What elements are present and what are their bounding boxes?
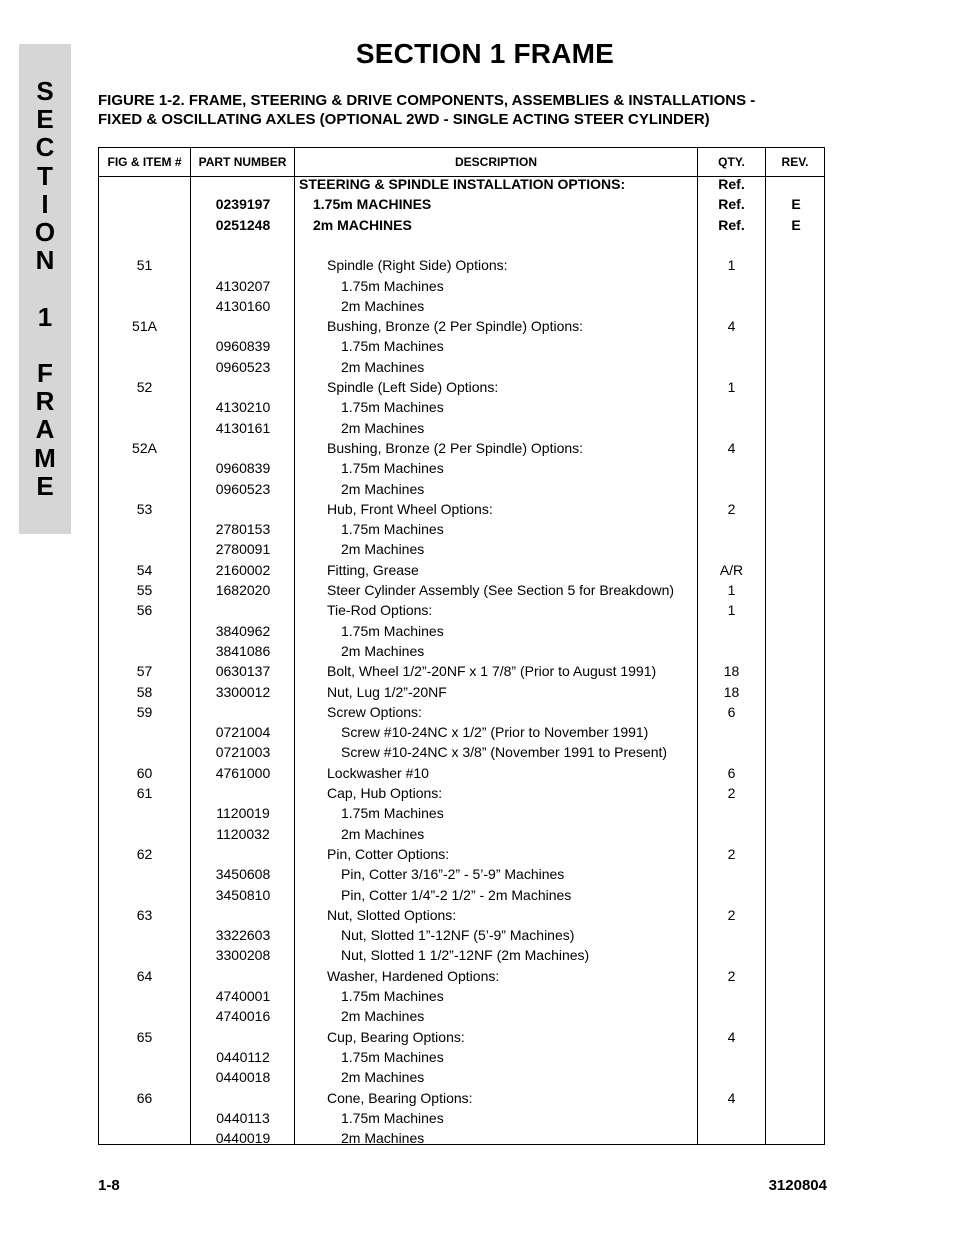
description-cell: Bushing, Bronze (2 Per Spindle) Options:: [327, 318, 584, 335]
table-row: [99, 377, 824, 397]
table-row: [99, 174, 824, 194]
description-cell: 2m Machines: [341, 642, 425, 659]
table-row: [99, 1108, 824, 1128]
fig-item-cell: 64: [136, 967, 153, 984]
fig-item-cell: 58: [136, 683, 153, 700]
table-row: [99, 397, 824, 417]
description-cell: 1.75m MACHINES: [313, 196, 432, 213]
table-row: [99, 1027, 824, 1047]
description-cell: 1.75m Machines: [341, 805, 444, 822]
table-row: [99, 296, 824, 316]
table-row: [99, 418, 824, 438]
fig-item-cell: 63: [136, 906, 153, 923]
description-cell: Bolt, Wheel 1/2”-20NF x 1 7/8” (Prior to August 1991): [327, 663, 657, 680]
fig-item-cell: 52A: [132, 439, 157, 456]
description-cell: 1.75m Machines: [341, 399, 444, 416]
part-number-cell: 0960839: [215, 338, 271, 355]
qty-cell: 1: [727, 257, 736, 274]
part-number-cell: 0440019: [215, 1130, 271, 1147]
part-number-cell: 4740001: [215, 988, 271, 1004]
part-number-cell: 2160002: [215, 561, 271, 578]
table-row: [99, 255, 824, 275]
description-cell: Screw #10-24NC x 3/8” (November 1991 to Present): [341, 744, 668, 761]
parts-table: [98, 147, 825, 1145]
fig-item-cell: 62: [136, 845, 153, 862]
fig-item-cell: 61: [136, 785, 153, 801]
qty-cell: 4: [727, 1089, 736, 1106]
fig-item-cell: 51A: [132, 318, 157, 335]
qty-cell: 1: [727, 582, 736, 598]
table-row: [99, 661, 824, 681]
table-row: [99, 560, 824, 580]
fig-item-cell: 56: [136, 602, 153, 619]
description-cell: Spindle (Right Side) Options:: [327, 257, 508, 274]
side-tab-letter: 1: [37, 301, 53, 332]
description-cell: 2m Machines: [341, 419, 425, 436]
description-cell: 1.75m Machines: [341, 338, 444, 355]
description-cell: Nut, Slotted Options:: [327, 906, 457, 923]
qty-cell: 2: [727, 906, 736, 923]
fig-item-cell: 52: [136, 379, 153, 395]
part-number-cell: 3841086: [215, 642, 271, 659]
fig-item-cell: 54: [136, 561, 153, 578]
table-row: [99, 458, 824, 478]
qty-cell: 4: [727, 318, 736, 335]
table-row: [99, 600, 824, 620]
header-qty: QTY.: [718, 155, 745, 169]
table-row: [99, 844, 824, 864]
description-cell: 2m Machines: [341, 541, 425, 558]
figure-caption-line-2: FIXED & OSCILLATING AXLES (OPTIONAL 2WD - SINGLE ACTING STEER CYLINDER): [98, 111, 710, 128]
header-description: DESCRIPTION: [454, 155, 537, 169]
description-cell: Pin, Cotter Options:: [327, 845, 450, 862]
part-number-cell: 0239197: [215, 196, 271, 213]
part-number-cell: 4740016: [215, 1008, 271, 1025]
header-part-number: PART NUMBER: [198, 155, 287, 169]
description-cell: Cap, Hub Options:: [327, 785, 443, 801]
table-row: [99, 499, 824, 519]
part-number-cell: 0960523: [215, 358, 271, 375]
qty-cell: 4: [727, 1028, 736, 1045]
figure-caption-line-1: FIGURE 1-2. FRAME, STEERING & DRIVE COMPONENTS, ASSEMBLIES & INSTALLATIONS -: [98, 92, 756, 109]
description-cell: 2m Machines: [341, 1069, 425, 1086]
side-tab-letter: E: [36, 470, 54, 501]
qty-cell: 2: [727, 845, 736, 862]
qty-cell: 18: [723, 663, 740, 680]
description-cell: 1.75m Machines: [341, 988, 444, 1004]
description-cell: 1.75m Machines: [341, 521, 444, 538]
side-tab-letter: S: [36, 76, 54, 106]
table-row: [99, 539, 824, 559]
table-row: [99, 682, 824, 702]
description-cell: 2m Machines: [341, 297, 425, 314]
section-side-tab: [19, 44, 71, 534]
figure-caption: [98, 91, 838, 129]
table-row: [99, 479, 824, 499]
fig-item-cell: 59: [136, 703, 153, 720]
description-cell: 2m Machines: [341, 1130, 425, 1147]
description-cell: Nut, Slotted 1”-12NF (5’-9” Machines): [341, 927, 575, 944]
description-cell: 2m Machines: [341, 358, 425, 375]
description-cell: 2m Machines: [341, 480, 425, 497]
table-row: [99, 1047, 824, 1067]
fig-item-cell: 60: [136, 764, 153, 781]
table-row: [99, 336, 824, 356]
side-tab-letter: M: [34, 442, 56, 473]
table-row: [99, 1067, 824, 1087]
description-cell: Spindle (Left Side) Options:: [327, 379, 499, 395]
fig-item-cell: 51: [136, 257, 153, 274]
table-row: [99, 925, 824, 945]
description-cell: Nut, Slotted 1 1/2”-12NF (2m Machines): [341, 947, 590, 964]
table-row: [99, 702, 824, 722]
part-number-cell: 3450608: [215, 866, 271, 883]
qty-cell: 4: [727, 439, 736, 456]
side-tab-letter: E: [36, 104, 54, 135]
table-row: [99, 357, 824, 377]
description-cell: Hub, Front Wheel Options:: [327, 500, 493, 517]
table-row: [99, 438, 824, 458]
part-number-cell: 0721003: [215, 744, 271, 761]
fig-item-cell: 66: [136, 1089, 153, 1106]
table-row: [99, 885, 824, 905]
side-tab-letter: N: [35, 245, 55, 276]
description-cell: Steer Cylinder Assembly (See Section 5 for Breakdown): [327, 582, 675, 598]
fig-item-cell: 57: [136, 663, 153, 680]
table-row: [99, 641, 824, 661]
part-number-cell: 2780153: [215, 521, 271, 538]
description-cell: Lockwasher #10: [327, 764, 429, 781]
header-rev: REV.: [781, 155, 809, 169]
qty-cell: 6: [727, 764, 736, 781]
part-number-cell: 3840962: [215, 622, 271, 639]
table-row: [99, 194, 824, 214]
description-cell: 1.75m Machines: [341, 277, 444, 294]
description-cell: 2m MACHINES: [313, 216, 412, 233]
qty-cell: 1: [727, 602, 736, 619]
page-title: SECTION 1 FRAME: [355, 38, 615, 69]
side-tab-letter: O: [34, 217, 56, 247]
table-row: [99, 722, 824, 742]
qty-cell: 2: [727, 967, 736, 984]
part-number-cell: 0960839: [215, 460, 271, 477]
qty-cell: Ref.: [718, 216, 745, 233]
table-row: [99, 986, 824, 1006]
description-cell: Tie-Rod Options:: [327, 602, 433, 619]
fig-item-cell: 55: [136, 582, 153, 598]
table-row: [99, 905, 824, 925]
description-cell: 2m Machines: [341, 825, 425, 842]
table-row: [99, 864, 824, 884]
side-tab-letter: R: [35, 386, 55, 417]
part-number-cell: 3322603: [215, 927, 271, 944]
description-cell: Cone, Bearing Options:: [327, 1089, 473, 1106]
part-number-cell: 0440113: [216, 1109, 270, 1126]
part-number-cell: 4761000: [215, 764, 271, 781]
table-row: [99, 783, 824, 803]
description-cell: Bushing, Bronze (2 Per Spindle) Options:: [327, 439, 584, 456]
table-row: [99, 945, 824, 965]
part-number-cell: 3450810: [215, 886, 271, 903]
description-cell: Pin, Cotter 1/4”-2 1/2” - 2m Machines: [341, 886, 572, 903]
table-row: [99, 621, 824, 641]
part-number-cell: 1120019: [216, 805, 270, 822]
description-cell: 1.75m Machines: [341, 460, 444, 477]
table-row: [99, 580, 824, 600]
part-number-cell: 3300208: [215, 947, 271, 964]
description-cell: 1.75m Machines: [341, 622, 444, 639]
document-number: 3120804: [768, 1177, 827, 1194]
table-row: [99, 1006, 824, 1026]
header-fig-item: FIG & ITEM #: [107, 155, 182, 169]
page-number: 1-8: [98, 1177, 120, 1194]
part-number-cell: 2780091: [215, 541, 271, 558]
part-number-cell: 0721004: [215, 724, 271, 741]
description-cell: 2m Machines: [341, 1008, 425, 1025]
description-cell: STEERING & SPINDLE INSTALLATION OPTIONS:: [299, 176, 626, 192]
qty-cell: 2: [727, 500, 736, 517]
part-number-cell: 4130207: [215, 277, 271, 294]
qty-cell: 18: [723, 683, 740, 700]
description-cell: Washer, Hardened Options:: [327, 967, 500, 984]
side-tab-letter: F: [37, 358, 53, 388]
qty-cell: 6: [727, 703, 736, 720]
table-row: [99, 316, 824, 336]
qty-cell: 2: [727, 785, 736, 801]
part-number-cell: 0960523: [215, 480, 271, 497]
fig-item-cell: 53: [136, 500, 153, 517]
part-number-cell: 1120032: [216, 825, 270, 842]
table-row: [99, 519, 824, 539]
part-number-cell: 4130210: [215, 399, 271, 416]
qty-cell: Ref.: [718, 176, 745, 192]
side-tab-letter: A: [35, 414, 55, 445]
description-cell: Nut, Lug 1/2”-20NF: [327, 683, 447, 700]
rev-cell: E: [791, 216, 801, 233]
description-cell: 1.75m Machines: [341, 1048, 444, 1065]
part-number-cell: 3300012: [215, 683, 271, 700]
side-tab-letter: C: [35, 132, 55, 163]
table-row: [99, 824, 824, 844]
table-row: [99, 276, 824, 296]
part-number-cell: 1682020: [215, 582, 271, 598]
qty-cell: A/R: [719, 561, 744, 578]
part-number-cell: 4130161: [215, 419, 271, 436]
table-row: [99, 966, 824, 986]
description-cell: Screw #10-24NC x 1/2” (Prior to November 1991): [341, 724, 649, 741]
table-row: [99, 803, 824, 823]
table-row: [99, 1128, 824, 1148]
side-tab-letter: T: [37, 160, 53, 191]
qty-cell: Ref.: [718, 196, 745, 213]
table-row: [99, 235, 824, 255]
part-number-cell: 4130160: [215, 297, 271, 314]
table-row: [99, 1088, 824, 1108]
description-cell: Fitting, Grease: [327, 561, 419, 578]
side-tab-letter: I: [41, 188, 49, 219]
description-cell: Pin, Cotter 3/16”-2” - 5’-9” Machines: [341, 866, 565, 883]
rev-cell: E: [791, 196, 801, 213]
part-number-cell: 0440018: [215, 1069, 271, 1086]
part-number-cell: 0440112: [216, 1048, 270, 1065]
description-cell: 1.75m Machines: [341, 1109, 444, 1126]
table-row: [99, 215, 824, 235]
table-row: [99, 742, 824, 762]
description-cell: Cup, Bearing Options:: [327, 1028, 465, 1045]
part-number-cell: 0630137: [215, 663, 271, 680]
description-cell: Screw Options:: [327, 703, 422, 720]
part-number-cell: 0251248: [215, 216, 271, 233]
qty-cell: 1: [727, 379, 736, 395]
table-row: [99, 763, 824, 783]
fig-item-cell: 65: [136, 1028, 153, 1045]
